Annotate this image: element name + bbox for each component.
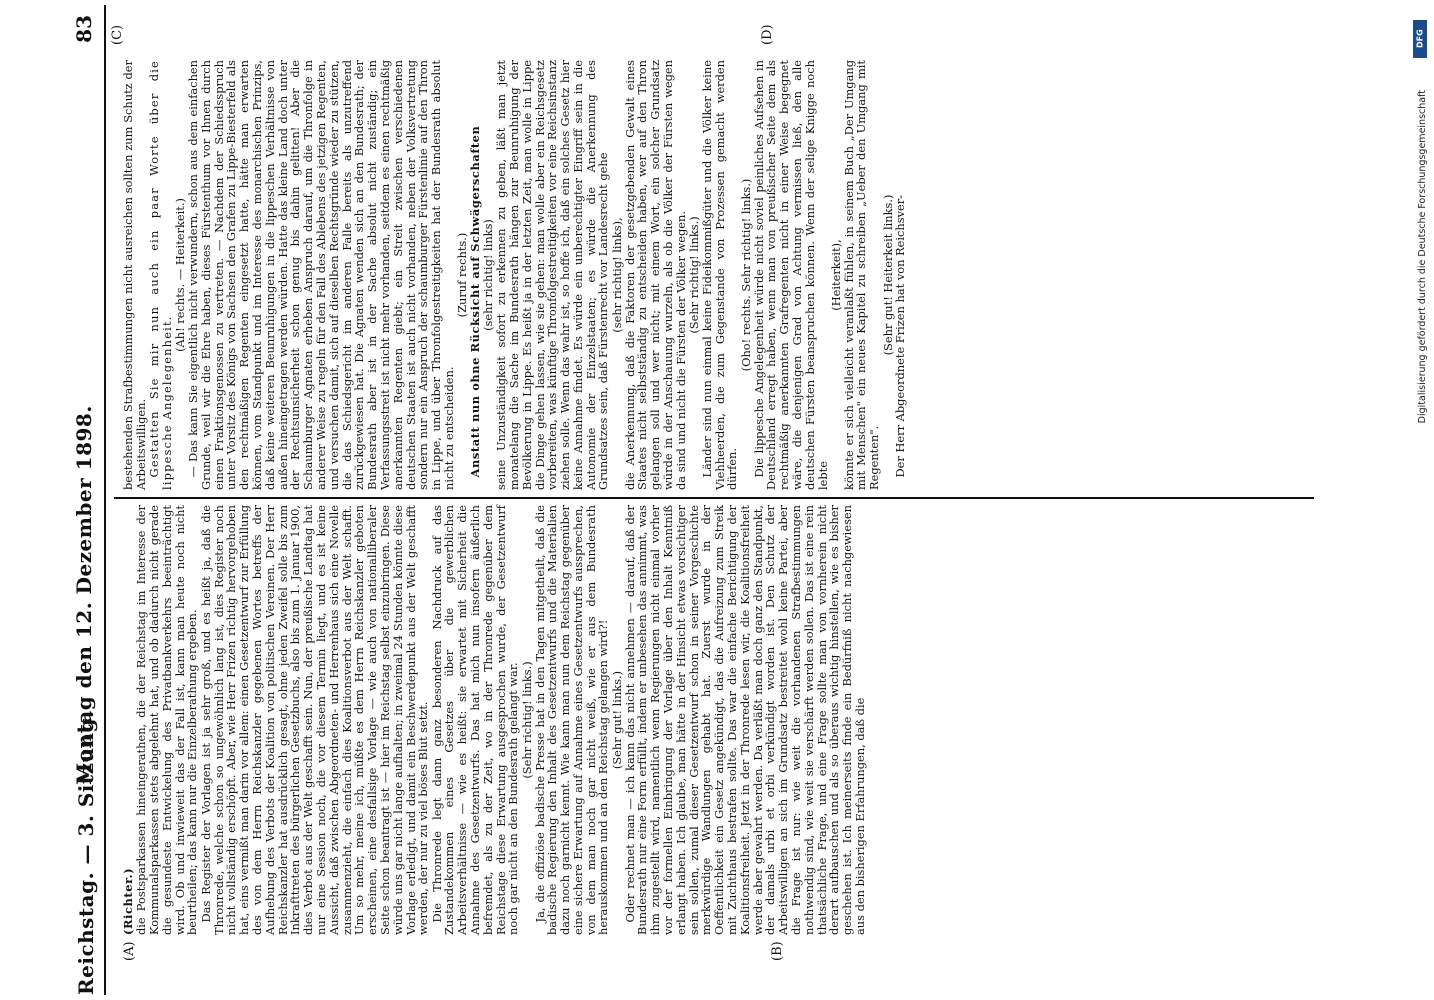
paragraph: Ja, die offiziöse badische Presse hat in den Tagen mitgetheilt, daß die badische Regierung den Inhalt des Gesetzentwurfs und die Materialien dazu noch garnicht kennt. Wie kann man nun dem Reichstag gegenüber eine sichere Erwartung auf Annahme eines Gesetzentwurfs aussprechen, von dem man noch gar nicht weiß, wie er aus dem Bundesrath herauskommen und an den Reichstag gelangen wird?!: [532, 505, 611, 935]
right-column: [122, 60, 1342, 490]
page-number: 83: [72, 15, 96, 43]
header-session: Reichstag. — 3. Sitzung.: [74, 710, 98, 995]
interjection: (Zuruf rechts.): [455, 232, 470, 318]
column-divider: [114, 498, 1314, 500]
interjection: (Ah! rechts. — Heiterkeit.): [173, 198, 188, 352]
paragraph: die Postsparkassen hineingerathen, die der Reichstag im Interesse der Kommunalsparkassen stets abgelehnt hat, und ob dadurch nicht gerade die gesundeste Entwickelung des Privatbankverkehrs beeinträchtigt wird. Ob und inwieweit das der Fall ist, kann man heute noch nicht beurtheilen; das kann nur die Einzelberathung ergeben.: [134, 505, 200, 935]
paragraph: Die lippesche Angelegenheit würde nicht soviel peinliches Aufsehen in Deutschland erregt haben, wenn man von preußischer Seite dem als rechtmäßig anerkannten Grafregenten nicht in einer Weise begegnet wäre, die denjenigen Grad von Achtung vermissen ließ, den alle deutschen Fürsten beanspruchen können. Wenn der selige Knigge noch lebte: [751, 60, 830, 490]
interjection: (sehr richtig! links),: [609, 217, 624, 333]
paragraph: Gestatten Sie mir nun auch ein paar Worte über die lippesche Angelegenheit.: [147, 60, 174, 490]
interjection: (Sehr richtig! links.): [687, 216, 702, 334]
margin-mark-d: (D): [760, 24, 775, 45]
interjection: (Sehr gut! Heiterkeit links.): [880, 194, 895, 356]
digitization-note: Digitalisierung gefördert durch die Deutsche Forschungsgemeinschaft: [1417, 90, 1428, 424]
paragraph: — Das kann Sie eigentlich nicht verwundern, schon aus dem einfachen Grunde, weil wir die Ehre haben, dieses Fürstenthum vor Ihnen durch einen Fraktionsgenossen zu vertreten. — Nachdem der Schiedsspruch unter Vorsitz des Königs von Sachsen den Grafen zu Lippe-Biesterfeld als den rechtmäßigen Regenten eingesetzt hatte, hätte man erwarten können, vom Standpunkt und im Interesse des monarchischen Prinzips, daß keine weiteren Beunruhigungen in die lippeschen Verhältnisse von außen hineingetragen werden würden. Hatte das kleine Land doch unter der Rechtsunsicherheit schon genug bis dahin gelitten! Aber die Schaumburger Agnaten erheben Anspruch darauf, um die Thronfolge in anderer Weise zu regeln für den Fall des Ablebens des jetzigen Regenten, und versuchen damit, sich auf dieselben Rechtsgründe wieder zu stützen, die das Schiedsgericht im anderen Falle bereits als unzutreffend zurückgewiesen hat. Die Agnaten wenden sich an den Bundesrath; der Bundesrath aber ist in der Sache absolut nicht zuständig; ein Verfassungsstreit ist nicht mehr vorhanden, seitdem es einen rechtmäßig anerkannten Regenten giebt; ein Streit zwischen verschiedenen deutschen Staaten ist auch nicht vorhanden, neben der Volksvertretung sondern nur ein Anspruch der schaumburger Fürstenlinie auf den Thron in Lippe, und über Thronfolgestreitigkeiten hat der Bundesrath absolut nicht zu entscheiden.: [185, 60, 456, 490]
interjection: (Heiterkeit),: [828, 239, 843, 311]
paragraph: Der Herr Abgeordnete Frizen hat von Reichsver-: [893, 194, 908, 478]
paragraph: Oder rechnet man — ich kann das nicht annehmen — darauf, daß der Bundesrath nur eine Form erfüllt, indem er unbesehen das annimmt, was ihm zugestellt wird, namentlich wenn Regierungen nicht einmal vorher vor der formellen Einbringung der Vorlage über den Inhalt Kenntniß erlangt haben. Ich glaube, man hätte in der Hinsicht etwas vorsichtiger sein sollen, zumal dieser Gesetzentwurf schon in seiner Vorgeschichte merkwürdige Wandlungen gehabt hat. Zuerst wurde in der Oeffentlichkeit ein Gesetz angekündigt, das die Aufreizung zum Streik mit Zuchthaus bestrafen sollte. Das war die einfache Berichtigung der Koalitionsfreiheit. Jetzt in der Thronrede lesen wir, die Koalitionsfreiheit werde aber gewahrt werden. Da verläßt man doch ganz den Standpunkt, der damals urbi et orbi verkündigt worden ist. Den Schutz der Arbeitswilligen an sich im Grundsatz bestreitet wohl keine Partei, aber die Frage ist nur: wie weit die vorhandenen Strafbestimmungen nothwendig sind, wie weit sie verschärft werden sollen. Das ist eine rein thatsächliche Frage, und eine Frage sollte man von vornherein nicht derart aufbauschen und als so überaus wichtig hinstellen, wie es bisher geschehen ist. Ich meinerseits finde ein Bedürfniß nicht nachgewiesen aus den bisherigen Erfahrungen, daß die: [622, 505, 867, 935]
paragraph: seine Unzuständigkeit sofort zu erkennen zu geben, läßt man jetzt monatelang die Sache im Bundesrath hängen zur Beunruhigung der Bevölkerung in Lippe. Es heißt ja in der letzten Zeit, man wolle in Lippe die Dinge gehen lassen, wie sie gehen: man wolle aber ein Reichsgesetz vorbereiten, was künftige Thronfolgestreitigkeiten vor eine Reichsinstanz ziehen solle. Wenn das wahr ist, so hoffe ich, daß ein solches Gesetz hier keine Annahme findet. Es würde ein unberechtigter Eingriff sein in die Autonomie der Einzelstaaten; es würde die Anerkennung des Grundsatzes sein, daß Fürstenrecht vor Landesrecht gehe: [494, 60, 611, 490]
speaker-label: (Richter.): [121, 867, 135, 935]
paragraph: Die Thronrede legt dann ganz besonderen Nachdruck auf das Zustandekommen eines Gesetzes über die gewerblichen Arbeitsverhältnisse — wie es heißt: sie erwartet mit Sicherheit die Annahme des Gesetzentwurfs. Das hat mich nun insofern äußerlich befremdet, als zu der Zeit, wo in der Thronrede gegenüber dem Reichstage diese Erwartung ausgesprochen wurde, der Gesetzentwurf noch gar nicht an den Bundesrath gelangt war.: [429, 505, 521, 935]
page-header: [70, 5, 104, 995]
left-column: [122, 505, 1342, 935]
header-rule: [104, 5, 106, 995]
interjection: (Oho! rechts. Sehr richtig! links.): [738, 178, 753, 372]
digitization-credit: [1416, 10, 1430, 990]
margin-mark-c: (C): [110, 24, 125, 45]
dfg-logo: DFG: [1413, 20, 1427, 58]
margin-mark-a: (A): [122, 941, 137, 961]
paragraph: könnte er sich vielleicht veranlaßt fühlen, in seinem Buch „Der Umgang mit Menschen" ein neues Kapitel zu schreiben „Ueber den Umgang mit Regenten".: [841, 60, 882, 490]
paragraph: bestehenden Strafbestimmungen nicht ausreichen sollten zum Schutz der Arbeitswilligen.: [121, 60, 148, 490]
interjection: (Sehr gut! links.): [609, 670, 624, 770]
interjection: (sehr richtig! links): [481, 219, 496, 331]
paragraph: die Anerkennung, daß die Faktoren der gesetzgebenden Gewalt eines Staates nicht selbstständig zu entscheiden haben, wer auf den Thron gelangen soll und wer nicht; mit einem Wort, ein solcher Grundsatz würde in der Anschauung wurzeln, als ob die Völker der Fürsten wegen da sind und nicht die Fürsten der Völker wegen.: [622, 60, 688, 490]
paragraph: Das Register der Vorlagen ist ja sehr groß, und es heißt ja, daß die Thronrede, welche schon so ungewöhnlich lang ist, dies Register noch nicht vollständig erschöpft. Aber, wie Herr Frizen richtig hervorgehoben hat, eins vermißt man darin vor allem: einen Gesetzentwurf zur Erfüllung des von dem Herrn Reichskanzler gegebenen Wortes betreffs der Aufhebung des Verbots der Koalition von politischen Vereinen. Der Herr Reichskanzler hat ausdrücklich gesagt, ohne jeden Zweifel solle bis zum Inkrafttreten des bürgerlichen Gesetzbuchs, also bis zum 1. Januar 1900, dies Verbot aus der Welt geschafft sein. Nun, der preußische Landtag hat nur eine Session noch, die vor diesem Termin liegt, und es ist keine Aussicht, daß zwischen Abgeordneten- und Herrenhaus sich eine Novelle zusammenzieht, die einfach dies Koalitionsverbot aus der Welt schafft. Um so mehr, meine ich, müßte es dem Herrn Reichskanzler geboten erscheinen, eine desfallsige Vorlage — wie auch von nationalliberaler Seite schon beantragt ist — hier im Reichstag selbst einzubringen. Diese würde uns gar nicht lange aufhalten; in zweimal 24 Stunden könnte diese Vorlage erledigt, und damit ein Beschwerdepunkt aus der Welt geschafft werden, der nur zu viel böses Blut setzt.: [198, 505, 431, 935]
interjection: (Sehr richtig! links.): [519, 661, 534, 779]
paragraph: Anstatt nun ohne Rücksicht auf Schwägerschaften: [468, 125, 483, 478]
margin-mark-b: (B): [770, 941, 785, 961]
paragraph: Länder sind nun einmal keine Fideikommißgüter und die Völker keine Viehheerden, die zum Gegenstande von Prozessen gemacht werden dürfen.: [699, 60, 740, 490]
header-date: Montag den 12. Dezember 1898.: [72, 405, 96, 785]
rotated-page: [70, 5, 1330, 995]
